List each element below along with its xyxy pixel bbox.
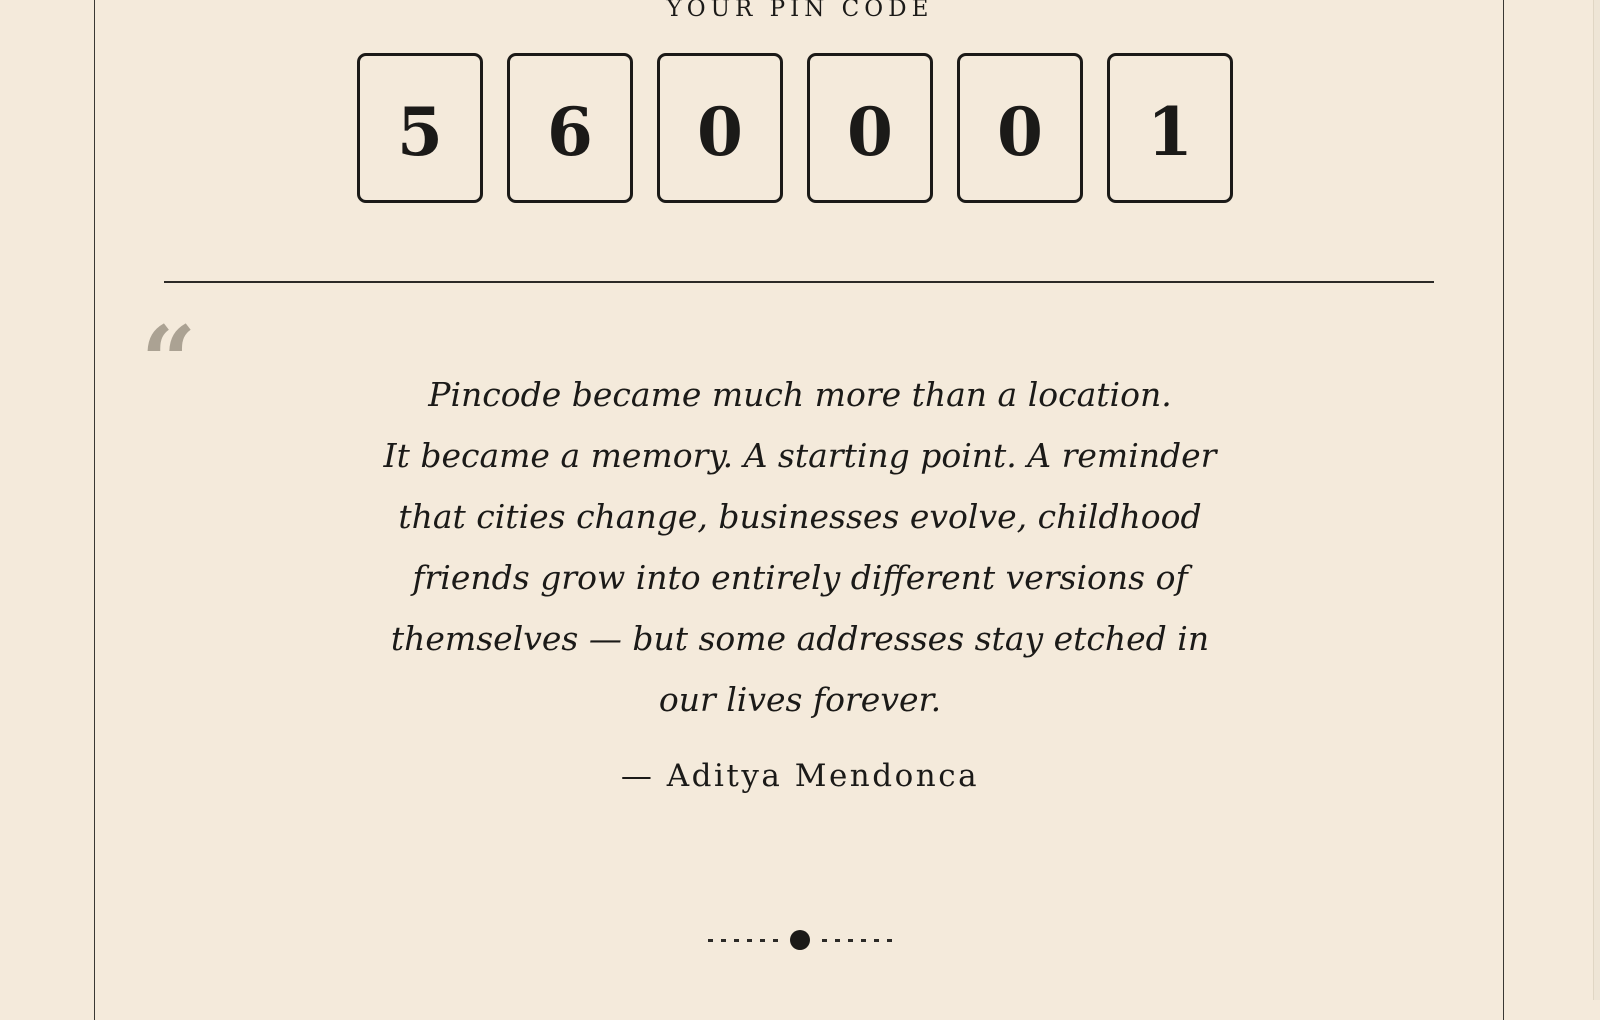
pager-dot[interactable] <box>747 939 752 942</box>
pin-digit-5: 0 <box>957 53 1083 203</box>
pager-dot[interactable] <box>887 939 892 942</box>
quote-text <box>370 364 1230 730</box>
pin-digit-4: 0 <box>807 53 933 203</box>
quote-line: themselves — but some addresses stay etched in <box>390 619 1210 658</box>
pin-digit-6: 1 <box>1107 53 1233 203</box>
carousel-pager[interactable] <box>700 928 900 952</box>
pager-dot-active[interactable] <box>790 930 810 950</box>
pager-dot[interactable] <box>835 939 840 942</box>
scrollbar[interactable] <box>1593 0 1600 1000</box>
pager-dot[interactable] <box>773 939 778 942</box>
quote-line: friends grow into entirely different versions of <box>412 558 1188 597</box>
quote-author: — Aditya Mendonca <box>620 758 980 794</box>
pager-dot[interactable] <box>822 939 827 942</box>
quote-line: Pincode became much more than a location. <box>428 375 1172 414</box>
pin-digit-3: 0 <box>657 53 783 203</box>
pin-code-label: YOUR PIN CODE <box>666 0 934 22</box>
pin-digit-1: 5 <box>357 53 483 203</box>
pager-dot[interactable] <box>721 939 726 942</box>
pager-dot[interactable] <box>734 939 739 942</box>
quote-line: It became a memory. A starting point. A reminder <box>383 436 1217 475</box>
section-divider <box>164 281 1434 283</box>
pager-dot[interactable] <box>861 939 866 942</box>
pager-dot[interactable] <box>708 939 713 942</box>
pager-dot[interactable] <box>848 939 853 942</box>
pager-dot[interactable] <box>760 939 765 942</box>
quote-line: our lives forever. <box>658 680 942 719</box>
quote-line: that cities change, businesses evolve, childhood <box>398 497 1202 536</box>
pin-digit-2: 6 <box>507 53 633 203</box>
pager-dot[interactable] <box>874 939 879 942</box>
quote-mark-icon: “ <box>141 305 197 418</box>
pin-code-display <box>357 53 1243 205</box>
